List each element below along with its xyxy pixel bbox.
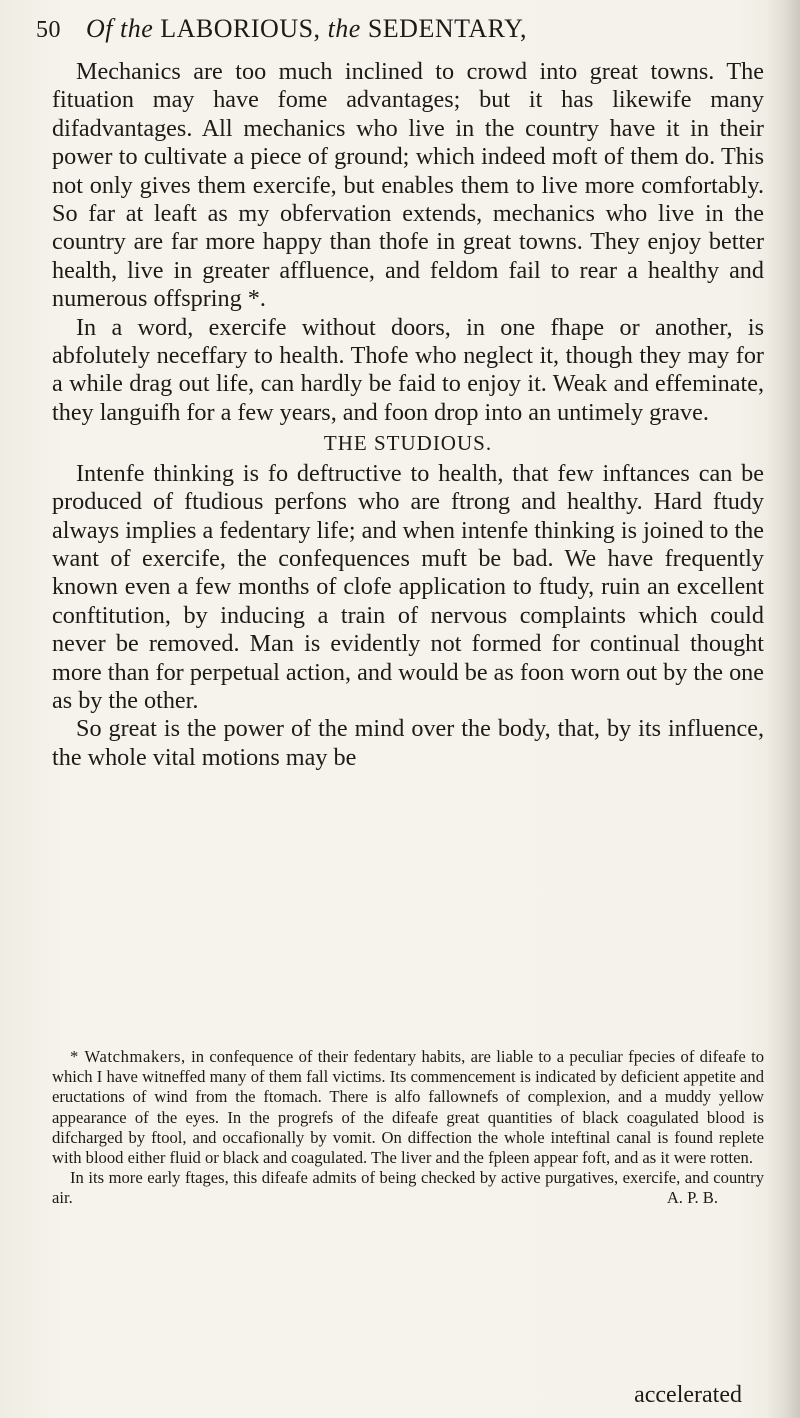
main-text: [52, 58, 764, 772]
paragraph-exercise: In a word, exercife without doors, in one fhape or another, is abfolutely neceffary to health. Thofe who neglect it, though they may for a while drag out life, can hardly be faid to enjoy it. Weak and effeminate, they languifh for a few years, and foon drop into an untimely grave.: [52, 313, 764, 426]
catchword: accelerated: [634, 1382, 742, 1408]
footnote-lead: * Watchmakers,: [70, 1047, 186, 1066]
page-edge-shadow: [766, 0, 800, 1418]
footnote: [52, 1047, 764, 1209]
paragraph-studious: Intenfe thinking is fo deftructive to health, that few inftances can be produced of ftudious perfons who are ftrong and healthy. Hard ftudy always implies a fedentary life; and when intenfe thinking is joined to the want of exercife, the confequences muft be bad. We have frequently known even a few months of clofe application to ftudy, ruin an excellent conftitution, by inducing a train of nervous complaints which could never be removed. Man is evidently not formed for continual thought more than for perpetual action, and would be as foon worn out by the one as by the other.: [52, 459, 764, 714]
footnote-text-1: in confequence of their fedentary habits, are liable to a peculiar fpecies of difeafe to which I have witneffed many of them fall victims. Its commencement is indicated by deficient appetite and eructations of wind from the ftomach. There is alfo fallownefs of complexion, and a muddy yellow appearance of the eyes. In the progrefs of the difeafe great quantities of black coagulated blood is difcharged by ftool, and occafionally by vomit. On diffection the whole inteftinal canal is found replete with blood either fluid or black and coagulated. The liver and the fpleen appear foft, and as it were rotten.: [52, 1047, 764, 1168]
page-number: 50: [36, 17, 61, 43]
running-head-caps-2: SEDENTARY,: [367, 14, 528, 43]
running-head-italic-2: the: [327, 14, 361, 43]
running-head-caps-1: LABORIOUS,: [160, 14, 321, 43]
footnote-text-2: In its more early ftages, this difeafe admits of being checked by active purgatives, exercife, and country air.: [52, 1168, 764, 1208]
footnote-signature: A. P. B.: [666, 1188, 718, 1208]
paragraph-mechanics: Mechanics are too much inclined to crowd into great towns. The fituation may have fome advantages; but it has likewife many difadvantages. All mechanics who live in the country have it in their power to cultivate a piece of ground; which indeed moft of them do. This not only gives them exercife, but enables them to live more comfortably. So far at leaft as my obfervation extends, mechanics who live in the country are far more happy than thofe in great towns. They enjoy better health, live in greater affluence, and feldom fail to rear a healthy and numerous offspring *.: [52, 58, 764, 313]
section-heading: THE STUDIOUS.: [323, 431, 493, 456]
running-head-italic-1: Of the: [86, 14, 154, 43]
footnote-paragraph-2: [52, 1168, 764, 1208]
footnote-paragraph-1: [52, 1047, 764, 1168]
paragraph-mind-body: So great is the power of the mind over the body, that, by its influence, the whole vital motions may be: [52, 715, 764, 771]
running-head: [36, 14, 776, 44]
